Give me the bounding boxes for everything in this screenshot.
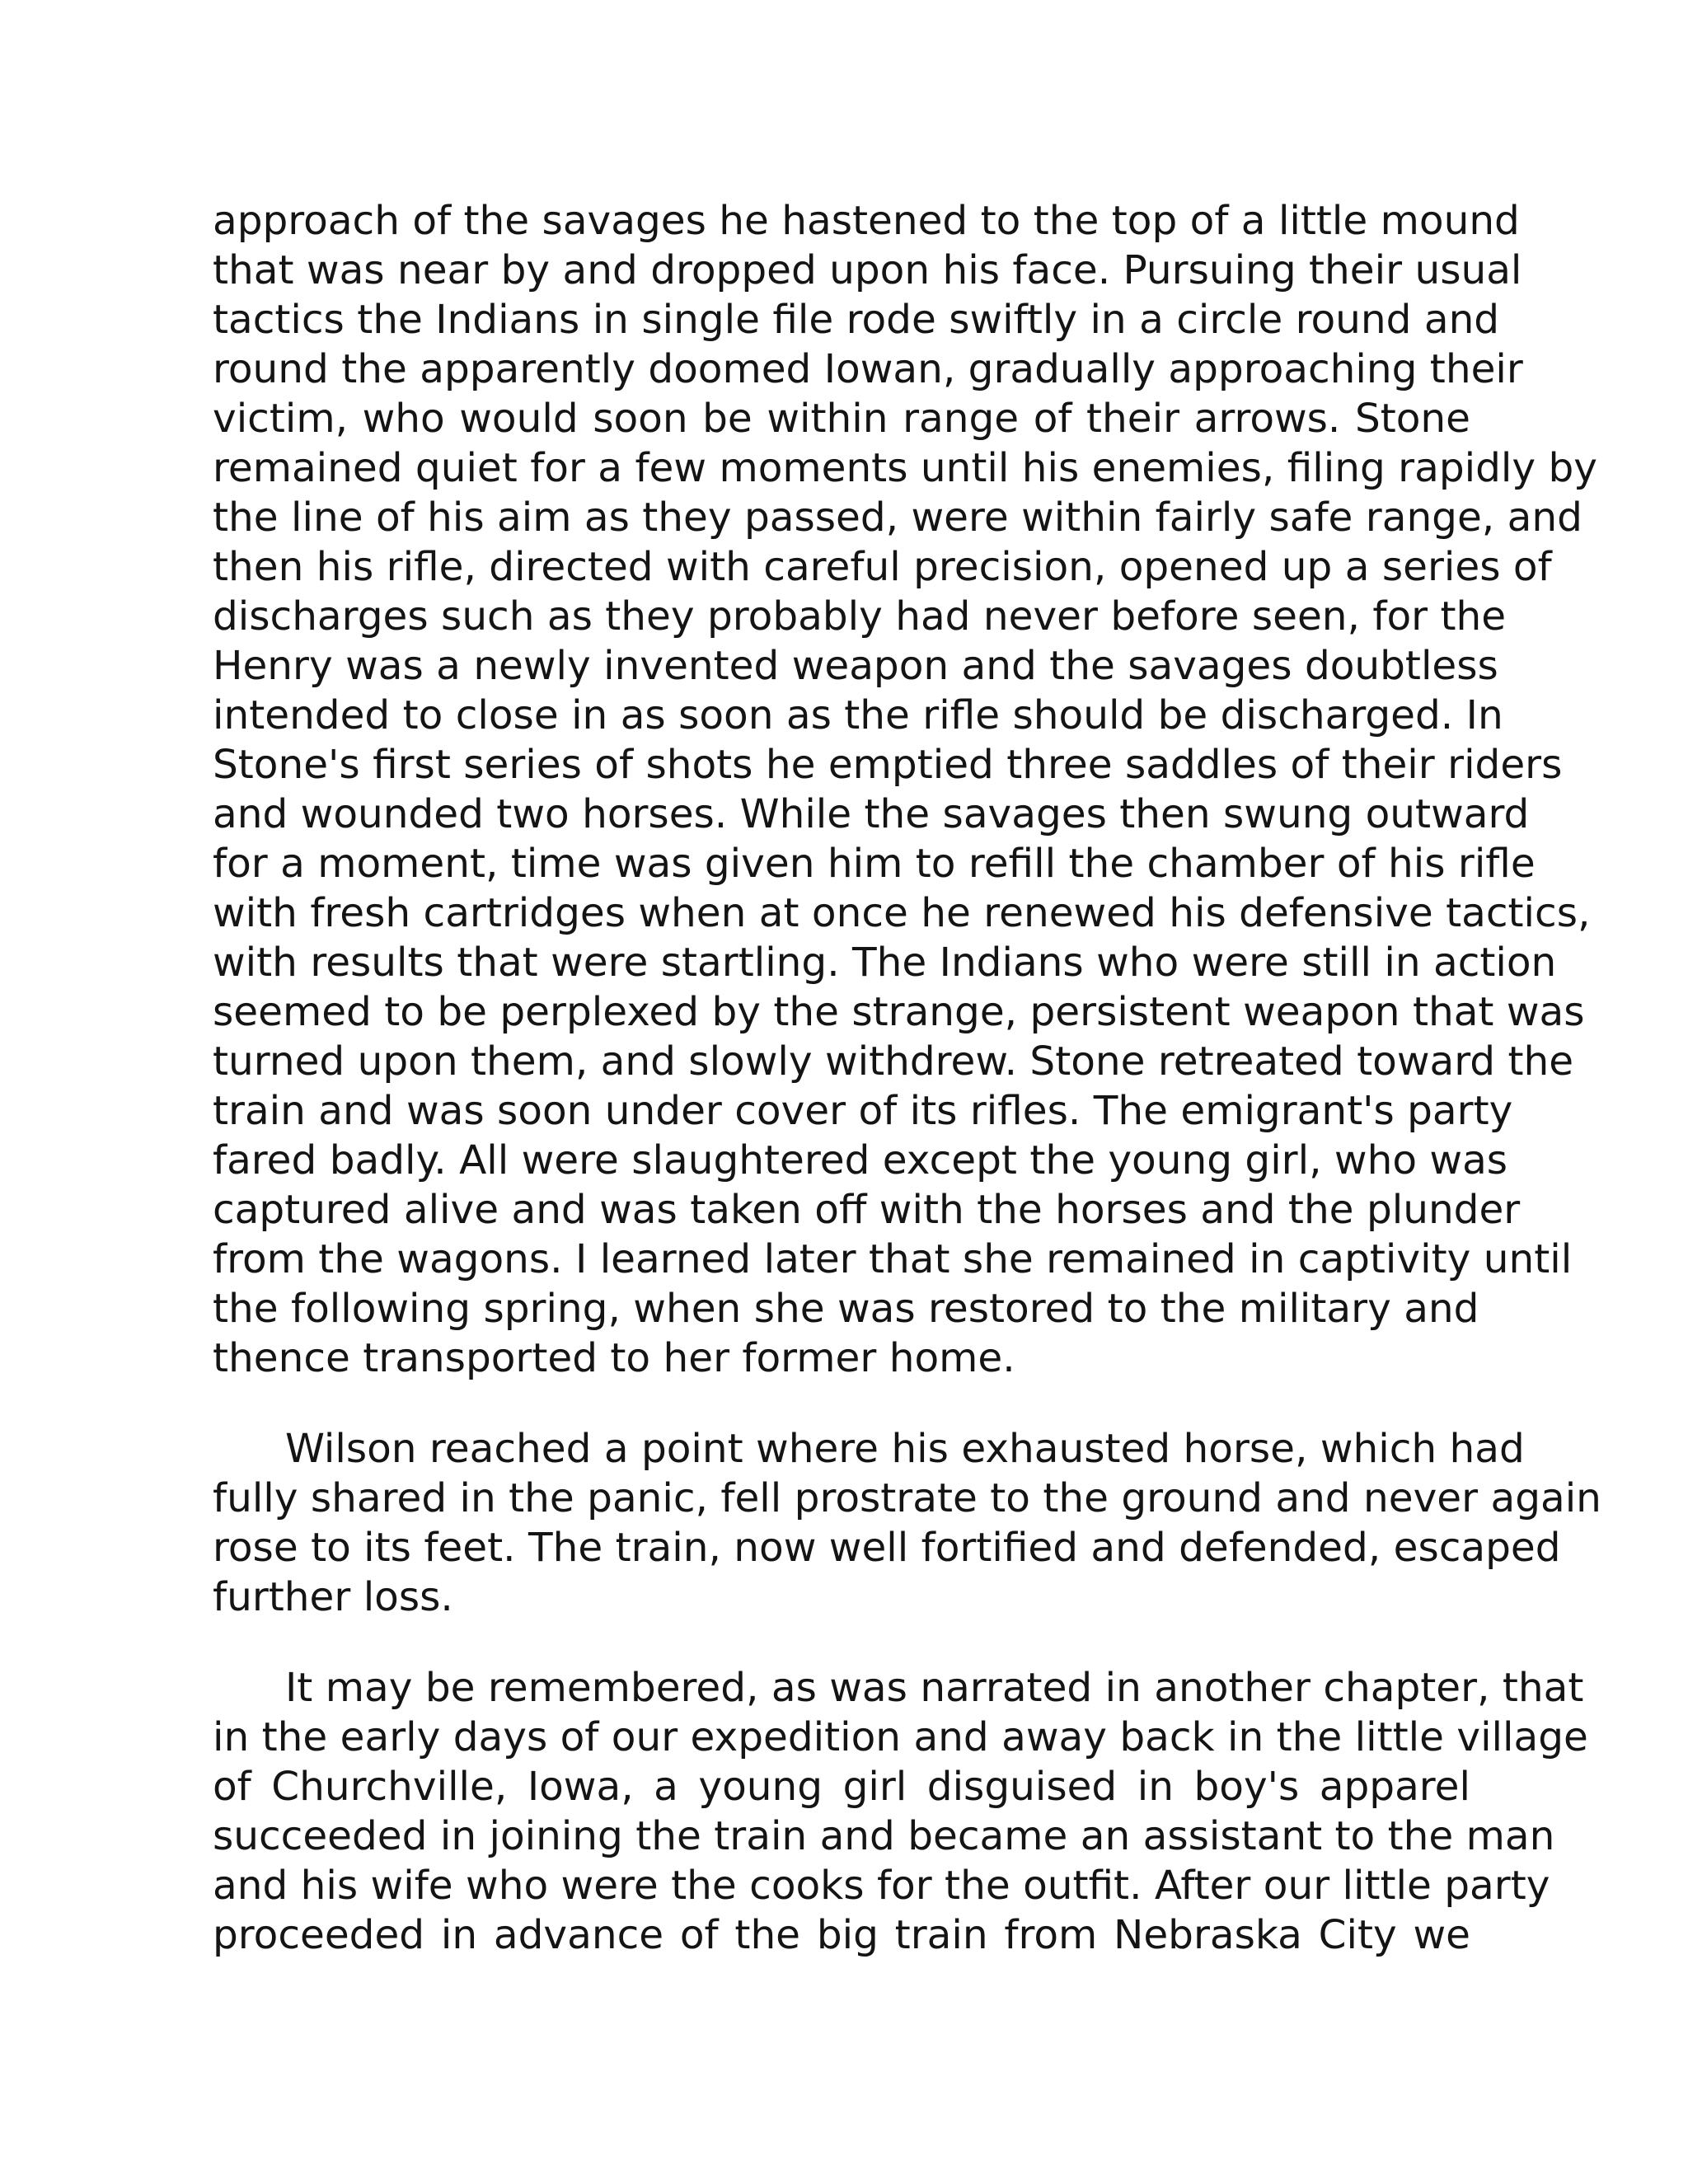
text-line: captured alive and was taken off with the horses and the plunder	[213, 1187, 1521, 1233]
text-line: of Churchville, Iowa, a young girl disguised in boy's apparel	[213, 1764, 1470, 1810]
text-line: with results that were startling. The Indians who were still in action	[213, 940, 1557, 986]
text-line: intended to close in as soon as the rifle should be discharged. In	[213, 692, 1503, 738]
text-line: victim, who would soon be within range of their arrows. Stone	[213, 396, 1470, 442]
text-line: in the early days of our expedition and away back in the little village	[213, 1714, 1588, 1760]
text-line: turned upon them, and slowly withdrew. Stone retreated toward the	[213, 1038, 1574, 1085]
text-line: fully shared in the panic, fell prostrate to the ground and never again	[213, 1475, 1601, 1521]
paragraph-3	[213, 1663, 1588, 1960]
text-line: further loss.	[213, 1574, 453, 1620]
text-line: the following spring, when she was restored to the military and	[213, 1286, 1479, 1332]
text-line: for a moment, time was given him to refill the chamber of his rifle	[213, 841, 1536, 887]
text-line: fared badly. All were slaughtered except the young girl, who was	[213, 1137, 1508, 1183]
text-line: tactics the Indians in single file rode swiftly in a circle round and	[213, 297, 1500, 343]
text-line: thence transported to her former home.	[213, 1335, 1015, 1381]
text-line: remained quiet for a few moments until his enemies, filing rapidly by	[213, 445, 1597, 491]
text-line: and his wife who were the cooks for the outfit. After our little party	[213, 1863, 1550, 1909]
text-line: rose to its feet. The train, now well fortified and defended, escaped	[213, 1525, 1561, 1571]
text-line: from the wagons. I learned later that she remained in captivity until	[213, 1236, 1573, 1282]
text-line: Henry was a newly invented weapon and the savages doubtless	[213, 643, 1498, 689]
text-line: proceeded in advance of the big train from Nebraska City we	[213, 1912, 1470, 1958]
text-line: succeeded in joining the train and became an assistant to the man	[213, 1813, 1555, 1859]
text-line: It may be remembered, as was narrated in another chapter, that	[285, 1665, 1584, 1711]
body-text	[213, 196, 1601, 1960]
text-line: discharges such as they probably had never before seen, for the	[213, 593, 1507, 640]
text-line: the line of his aim as they passed, were within fairly safe range, and	[213, 494, 1582, 541]
paragraph-1	[213, 196, 1597, 1383]
paragraph-2	[213, 1424, 1601, 1622]
text-line: approach of the savages he hastened to the top of a little mound	[213, 198, 1520, 244]
text-line: with fresh cartridges when at once he renewed his defensive tactics,	[213, 890, 1591, 936]
text-line: round the apparently doomed Iowan, gradually approaching their	[213, 346, 1523, 392]
text-line: seemed to be perplexed by the strange, persistent weapon that was	[213, 989, 1585, 1035]
text-line: and wounded two horses. While the savages then swung outward	[213, 791, 1530, 837]
text-line: train and was soon under cover of its rifles. The emigrant's party	[213, 1088, 1513, 1134]
text-line: Stone's first series of shots he emptied three saddles of their riders	[213, 742, 1563, 788]
text-line: then his rifle, directed with careful precision, opened up a series of	[213, 544, 1552, 590]
text-line: that was near by and dropped upon his face. Pursuing their usual	[213, 247, 1522, 293]
text-line: Wilson reached a point where his exhausted horse, which had	[285, 1426, 1525, 1472]
